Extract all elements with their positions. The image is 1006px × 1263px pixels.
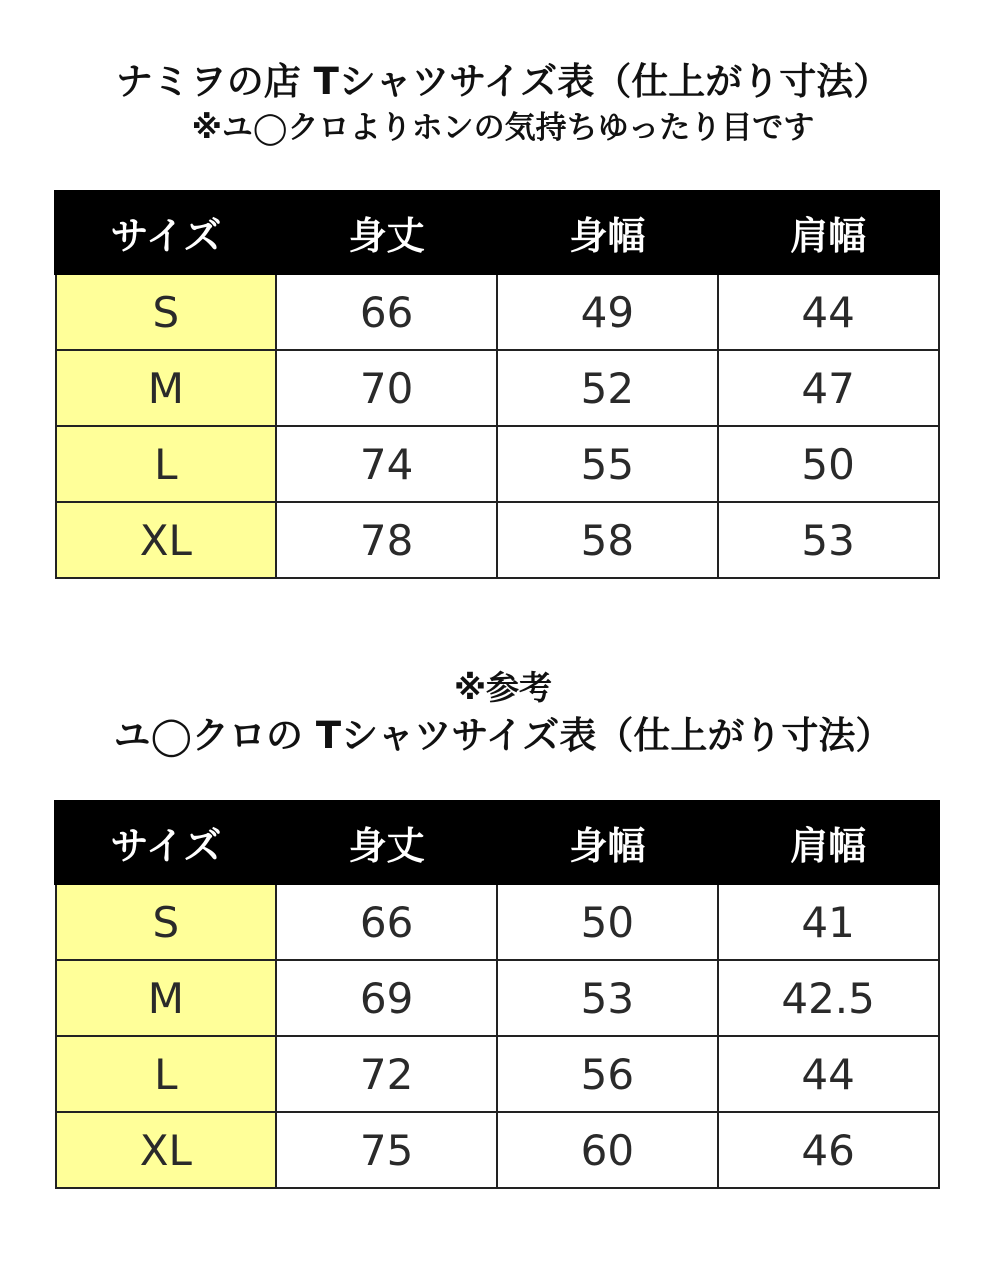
width-cell: 53 [497, 960, 718, 1036]
header-size: サイズ [56, 802, 277, 884]
header-length: 身丈 [276, 802, 497, 884]
shoulder-cell: 50 [718, 426, 939, 502]
size-cell: M [56, 960, 277, 1036]
reference-size-table [54, 800, 940, 1189]
length-cell: 75 [276, 1112, 497, 1188]
table-row [56, 884, 939, 961]
shop-size-chart-title: ナミヲの店 Tシャツサイズ表（仕上がり寸法） [115, 60, 891, 103]
length-cell: 69 [276, 960, 497, 1036]
header-width: 身幅 [497, 802, 718, 884]
table-row [56, 426, 939, 502]
width-cell: 52 [497, 350, 718, 426]
reference-size-chart-title: ユ◯クロの Tシャツサイズ表（仕上がり寸法） [113, 714, 893, 757]
table-row [56, 1112, 939, 1188]
reference-note: ※参考 [453, 668, 553, 707]
table-header-row [56, 192, 939, 274]
size-cell: M [56, 350, 277, 426]
size-cell: XL [56, 1112, 277, 1188]
size-cell: L [56, 1036, 277, 1112]
length-cell: 74 [276, 426, 497, 502]
shoulder-cell: 46 [718, 1112, 939, 1188]
header-size: サイズ [56, 192, 277, 274]
table-row [56, 502, 939, 578]
width-cell: 58 [497, 502, 718, 578]
length-cell: 72 [276, 1036, 497, 1112]
length-cell: 70 [276, 350, 497, 426]
shoulder-cell: 44 [718, 274, 939, 351]
width-cell: 50 [497, 884, 718, 961]
shoulder-cell: 47 [718, 350, 939, 426]
table-row [56, 960, 939, 1036]
size-cell: L [56, 426, 277, 502]
header-width: 身幅 [497, 192, 718, 274]
table-row [56, 350, 939, 426]
header-length: 身丈 [276, 192, 497, 274]
shop-size-table [54, 190, 940, 579]
size-cell: S [56, 884, 277, 961]
width-cell: 49 [497, 274, 718, 351]
shoulder-cell: 44 [718, 1036, 939, 1112]
length-cell: 66 [276, 274, 497, 351]
width-cell: 60 [497, 1112, 718, 1188]
table-header-row [56, 802, 939, 884]
header-shoulder: 肩幅 [718, 192, 939, 274]
shoulder-cell: 42.5 [718, 960, 939, 1036]
length-cell: 66 [276, 884, 497, 961]
shop-size-chart-subtitle: ※ユ◯クロよりホンの気持ちゆったり目です [191, 110, 815, 146]
table-row [56, 1036, 939, 1112]
shoulder-cell: 53 [718, 502, 939, 578]
size-cell: S [56, 274, 277, 351]
size-cell: XL [56, 502, 277, 578]
shoulder-cell: 41 [718, 884, 939, 961]
header-shoulder: 肩幅 [718, 802, 939, 884]
table-row [56, 274, 939, 351]
width-cell: 56 [497, 1036, 718, 1112]
width-cell: 55 [497, 426, 718, 502]
length-cell: 78 [276, 502, 497, 578]
